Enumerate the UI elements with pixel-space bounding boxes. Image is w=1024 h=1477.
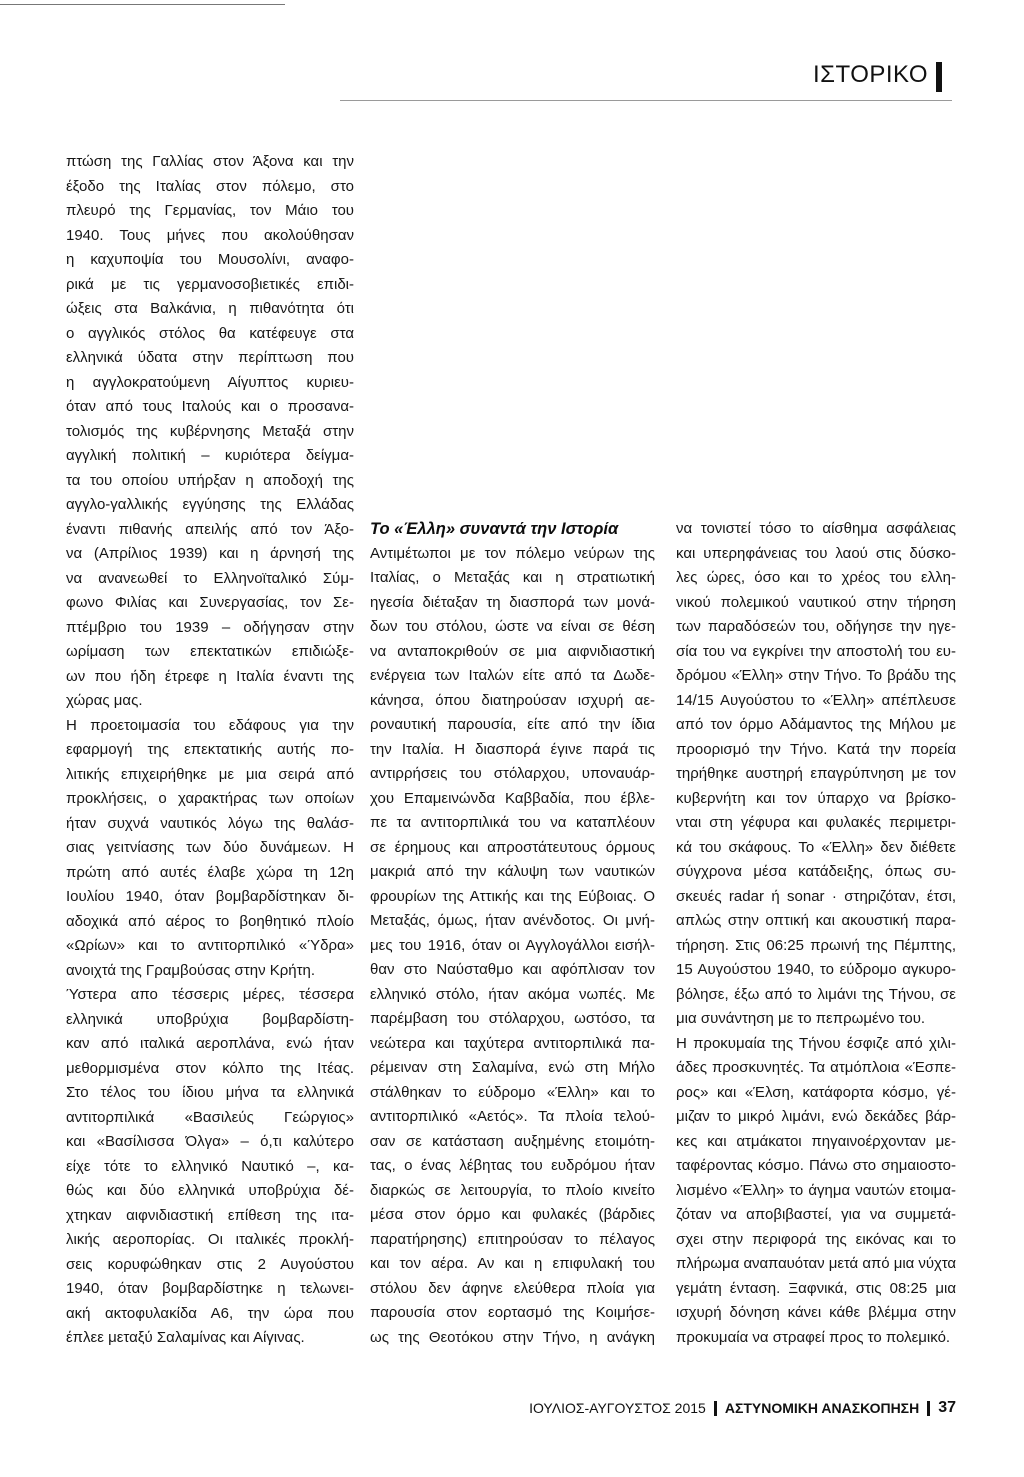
- text-line: ταφέροντας κόσμο. Πάνω στο σημαιοστο-: [676, 1157, 956, 1174]
- text-line: είχε τότε το ελληνικό Ναυτικό –, κα-: [66, 1157, 354, 1175]
- text-line: ρικά με τις γερμανοσοβιετικές επιδι-: [66, 275, 354, 293]
- text-line: Στο τέλος του ίδιου μήνα τα ελληνικά: [66, 1084, 354, 1101]
- text-line: ενέργεια των Ιταλών είτε από τα Δωδε-: [370, 667, 655, 684]
- text-column-2: [370, 517, 655, 1350]
- text-line: αγγλική πολιτική – κυριότερα δείγμα-: [66, 447, 354, 464]
- text-line: η καχυποψία του Μουσολίνι, αναφο-: [66, 251, 354, 268]
- text-line: έναντι πιθανής απειλής από τον Άξο-: [66, 520, 354, 538]
- text-line: δρόμου «Έλλη» στην Τήνο. Το βράδυ της: [676, 667, 956, 684]
- separator-bar: [714, 1401, 717, 1416]
- text-line: να ανανεωθεί το Ελληνοϊταλικό Σύμ-: [66, 569, 354, 587]
- text-line: ελληνικό στόλο, ήταν ακόμα νωπές. Με: [370, 985, 655, 1003]
- paragraph: [676, 1032, 956, 1351]
- top-rule: [0, 4, 285, 5]
- text-line: αντιρρήσεις του στόλαρχου, υποναυάρ-: [370, 765, 655, 782]
- text-line: μακριά από την κάλυψη των ναυτικών: [370, 863, 655, 880]
- text-line: λες ώρες, όσο και το χρέος του ελλη-: [676, 569, 956, 586]
- text-line: σχει στην περιφορά της εικόνας και το: [676, 1230, 956, 1248]
- text-line: πε τα αντιτορπιλικά του να καταπλέουν: [370, 814, 655, 831]
- text-line: ώξεις στα Βαλκάνια, η πιθανότητα ότι: [66, 300, 354, 317]
- text-line: «Ωρίων» και το αντιτορπιλικό «Ύδρα»: [66, 937, 354, 954]
- text-line: ελληνικά ύδατα στην περίπτωση που: [66, 349, 354, 366]
- text-line: χτηκαν αιφνιδιαστική επίθεση της ιτα-: [66, 1206, 354, 1224]
- text-line: λιτικής επιχειρήθηκε με μια σειρά από: [66, 765, 354, 783]
- text-line: να τονιστεί τόσο το αίσθημα ασφάλειας: [676, 520, 956, 537]
- text-line: άδες προσκυνητές. Τα ατμόπλοια «Έσπε-: [676, 1059, 956, 1076]
- text-line: κες και ατμάκατοι πηγαινοέρχονταν με-: [676, 1132, 956, 1150]
- paragraph: [66, 150, 354, 714]
- text-line: προορισμό την Τήνο. Κατά την πορεία: [676, 740, 956, 758]
- text-line: τας, ο ένας λέβητας του ευδρόμου ήταν: [370, 1157, 655, 1174]
- text-line: ανοιχτά της Γραμβούσας στην Κρήτη.: [66, 961, 316, 979]
- paragraph: [370, 542, 655, 1351]
- text-column-1: [66, 150, 354, 1351]
- text-line: κυβερνήτη και τον ύπαρχο να βρίσκο-: [676, 789, 956, 807]
- text-line: πρώτη από αυτές έλαβε χώρα τη 12η: [66, 863, 354, 881]
- text-line: Μεταξάς, όμως, ήταν ανένδοτος. Οι μνή-: [370, 912, 655, 929]
- text-line: ωρίμαση των επεκτατικών επιδιώξε-: [66, 643, 354, 660]
- text-line: στάλθηκαν το εύδρομο «Έλλη» και το: [370, 1083, 655, 1101]
- text-line: ελληνικά υποβρύχια βομβαρδίστη-: [66, 1010, 354, 1028]
- text-line: κά του σκάφους. Το «Έλλη» δεν διέθετε: [676, 838, 956, 856]
- text-line: παρουσία στον εορτασμό της Κοιμήσε-: [370, 1304, 655, 1321]
- text-line: ο αγγλικός στόλος θα κατέφευγε στα: [66, 324, 354, 342]
- text-line: 1940, όταν βομβαρδίστηκε η τελωνει-: [66, 1280, 354, 1297]
- text-line: θαν στο Ναύσταθμο και αφόπλισαν τον: [370, 961, 655, 978]
- magazine-title: ΑΣΤΥΝΟΜΙΚΗ ΑΝΑΣΚΟΠΗΣΗ: [724, 1400, 920, 1416]
- text-line: λισμένο «Έλλη» το άγημα ναυτών ετοιμα-: [676, 1181, 956, 1199]
- section-heading: Το «Έλλη» συναντά την Ιστορία: [370, 520, 619, 538]
- section-title-bar: [936, 62, 942, 92]
- text-line: σιας γειτνίασης των δύο δυνάμεων. Η: [66, 839, 354, 856]
- text-line: Η προετοιμασία του εδάφους για την: [66, 716, 354, 734]
- text-line: πλευρό της Γερμανίας, τον Μάιο του: [66, 202, 354, 219]
- text-line: σκευές radar ή sonar · στηριζόταν, έτσι,: [676, 887, 956, 905]
- text-line: πτέμβριο του 1939 – οδήγησαν στην: [66, 618, 354, 636]
- text-line: 14/15 Αυγούστου το «Έλλη» απέπλευσε: [676, 691, 956, 709]
- text-line: και «Βασίλισσα Όλγα» – ό,τι καλύτερο: [66, 1133, 354, 1150]
- text-line: η αγγλοκρατούμενη Αίγυπτος κυριευ-: [66, 373, 354, 391]
- text-line: διαρκώς σε λειτουργία, το πλοίο κινείτο: [370, 1181, 655, 1199]
- text-line: Η προκυμαία της Τήνου έσφιζε από χιλι-: [676, 1034, 956, 1052]
- text-line: δων του στόλου, ώστε να είναι σε θέση: [370, 618, 655, 635]
- page-footer: [529, 1398, 956, 1418]
- text-line: μια συνάντηση με το πεπρωμένο του.: [676, 1010, 926, 1027]
- text-line: την Ιταλία. Η διασπορά έγινε παρά τις: [370, 740, 655, 758]
- separator-bar: [927, 1401, 930, 1416]
- text-line: να (Απρίλιος 1939) και η άρνησή της: [66, 545, 354, 562]
- page-number: 37: [938, 1399, 956, 1416]
- text-line: λικής αεροπορίας. Οι ιταλικές προκλή-: [66, 1231, 354, 1248]
- text-line: έξοδο της Ιταλίας στον πόλεμο, στο: [66, 177, 354, 195]
- text-line: 15 Αυγούστου 1940, το εύδρομο αγκυρο-: [676, 961, 956, 978]
- header-rule: [340, 100, 952, 101]
- text-line: σύγχρονα μέσα κατάδειξης, όπως συ-: [676, 863, 956, 880]
- text-line: ως της Θεοτόκου στην Τήνο, η ανάγκη: [370, 1328, 655, 1346]
- text-line: Αντιμέτωποι με τον πόλεμο νεύρων της: [370, 544, 655, 562]
- text-line: τα του οποίου υπήρξαν η αποδοχή της: [66, 471, 354, 489]
- text-line: Ύστερα απο τέσσερις μέρες, τέσσερα: [66, 986, 354, 1003]
- text-line: και υπερηφάνειας του λαού στις δύσκο-: [676, 544, 956, 562]
- text-line: χου Επαμεινώνδα Καββαδία, που έβλε-: [370, 789, 655, 807]
- text-line: μέσα στον όρμο και φυλακές (βάρδιες: [370, 1206, 655, 1223]
- text-line: σαν σε κατάσταση αυξημένης ετοιμότη-: [370, 1132, 655, 1150]
- text-line: πτώση της Γαλλίας στον Άξονα και την: [66, 153, 354, 170]
- text-line: ων που ήδη έτρεφε η Ιταλία έναντι της: [66, 667, 354, 685]
- text-line: χώρας μας.: [66, 692, 143, 709]
- text-line: ροναυτική παρουσία, είτε από την ίδια: [370, 716, 655, 733]
- text-line: 1940. Τους μήνες που ακολούθησαν: [66, 226, 354, 244]
- text-line: σεις κορυφώθηκαν στις 2 Αυγούστου: [66, 1255, 354, 1273]
- text-line: ήταν συχνά ναυτικός λόγω της θαλάσ-: [66, 814, 354, 832]
- text-line: κάνησα, όπου διατηρούσαν ισχυρή αε-: [370, 691, 655, 709]
- text-column-3: [676, 517, 956, 1350]
- text-line: και τον αέρα. Αν και η επιφυλακή του: [370, 1255, 655, 1272]
- text-line: να ανταποκριθούν σε μια αιφνιδιαστική: [370, 642, 655, 660]
- text-line: προκλήσεις, ο χαρακτήρας των οποίων: [66, 790, 354, 807]
- text-line: νεώτερα και ταχύτερα αντιτορπιλικά πα-: [370, 1034, 655, 1052]
- text-line: ηγεσία διέταξαν τη διασπορά των μονά-: [370, 593, 655, 611]
- text-line: αγγλο-γαλλικής εγγύησης της Ελλάδας: [66, 496, 354, 513]
- text-line: σία του να εγκρίνει την αποστολή του ευ-: [676, 642, 956, 660]
- text-line: μεθορμισμένα στον κόλπο της Ιτέας.: [66, 1059, 354, 1077]
- text-line: καν από ιταλικά αεροπλάνα, ενώ ήταν: [66, 1035, 354, 1052]
- issue-date: ΙΟΥΛΙΟΣ-ΑΥΓΟΥΣΤΟΣ 2015: [529, 1400, 706, 1416]
- text-line: αντιτορπιλικά «Βασιλεύς Γεώργιος»: [66, 1108, 354, 1126]
- text-line: τήρηση. Στις 06:25 πρωινή της Πέμπτης,: [676, 936, 956, 954]
- text-line: των παραδόσεών του, οδήγησε την ηγε-: [676, 618, 956, 635]
- text-line: Ιταλίας, ο Μεταξάς και η στρατιωτική: [370, 569, 655, 586]
- text-line: θώς και δύο ελληνικά υποβρύχια δέ-: [66, 1182, 354, 1199]
- text-line: έπλεε μεταξύ Σαλαμίνας και Αίγινας.: [66, 1329, 305, 1346]
- text-line: φωνο Φιλίας και Συνεργασίας, τον Σε-: [66, 594, 354, 611]
- text-line: παρέμβαση του στόλαρχου, ωστόσο, τα: [370, 1010, 655, 1027]
- text-line: ισχυρή δόνηση κάνει κάθε βλέμμα στην: [676, 1304, 956, 1321]
- text-line: ρος» και «Έλση, κατάφορτα κόσμο, γέ-: [676, 1083, 956, 1101]
- text-line: ακή ακτοφυλακίδα Α6, την ώρα που: [66, 1304, 354, 1322]
- text-line: απλώς στην οπτική και ακουστική παρα-: [676, 912, 956, 929]
- paragraph: [66, 983, 354, 1351]
- text-line: τολισμός της κυβέρνησης Μεταξά στην: [66, 422, 354, 440]
- text-line: Ιουλίου 1940, όταν βομβαρδίστηκαν δι-: [66, 888, 354, 905]
- text-line: εφαρμογή της επεκτατικής αυτής πο-: [66, 741, 354, 758]
- text-line: αδοχικά από αέρος το βοηθητικό πλοίο: [66, 912, 354, 930]
- text-line: προκυμαία να στραφεί προς το πολεμικό.: [676, 1328, 951, 1346]
- text-line: παρατήρησης) επιτηρούσαν το πέλαγος: [370, 1230, 655, 1248]
- text-line: φρουρίων της Αττικής και της Εύβοιας. Ο: [370, 887, 655, 905]
- text-line: γεμάτη ένταση. Ξαφνικά, στις 08:25 μια: [676, 1279, 956, 1297]
- text-line: νικού πολεμικού ναυτικού στην τήρηση: [676, 593, 956, 611]
- paragraph: [66, 714, 354, 984]
- text-line: μες του 1916, όταν οι Αγγλογάλλοι εισήλ-: [370, 936, 655, 954]
- text-line: βόλησε, έξω από το λιμάνι της Τήνου, σε: [676, 985, 956, 1003]
- text-line: από τον όρμο Αδάμαντος της Μήλου με: [676, 716, 956, 733]
- text-line: όταν από τους Ιταλούς και ο προσανα-: [66, 398, 354, 415]
- text-line: τηρήθηκε αυστηρή επαγρύπνηση με τον: [676, 765, 956, 782]
- text-line: πλήρωμα αναπαυόταν μετά από μια νύχτα: [676, 1255, 956, 1272]
- text-line: στόλου δεν άφηνε ελεύθερα πλοία για: [370, 1279, 655, 1297]
- text-line: μιζαν το μικρό λιμάνι, ενώ δεκάδες βάρ-: [676, 1108, 956, 1125]
- text-line: νται στη γέφυρα και φυλακές περιμετρι-: [676, 814, 956, 831]
- text-line: σε έρημους και απροστάτευτους όρμους: [370, 838, 655, 856]
- section-title: ΙΣΤΟΡΙΚΟ: [812, 61, 928, 88]
- text-line: ρέμειναν στη Σαλαμίνα, ενώ στη Μήλο: [370, 1059, 655, 1076]
- text-line: αντιτορπιλικό «Αετός». Τα πλοία τελού-: [370, 1108, 655, 1125]
- text-line: ζόταν να αποβιβαστεί, για να συμμετά-: [676, 1206, 956, 1223]
- paragraph: [676, 517, 956, 1032]
